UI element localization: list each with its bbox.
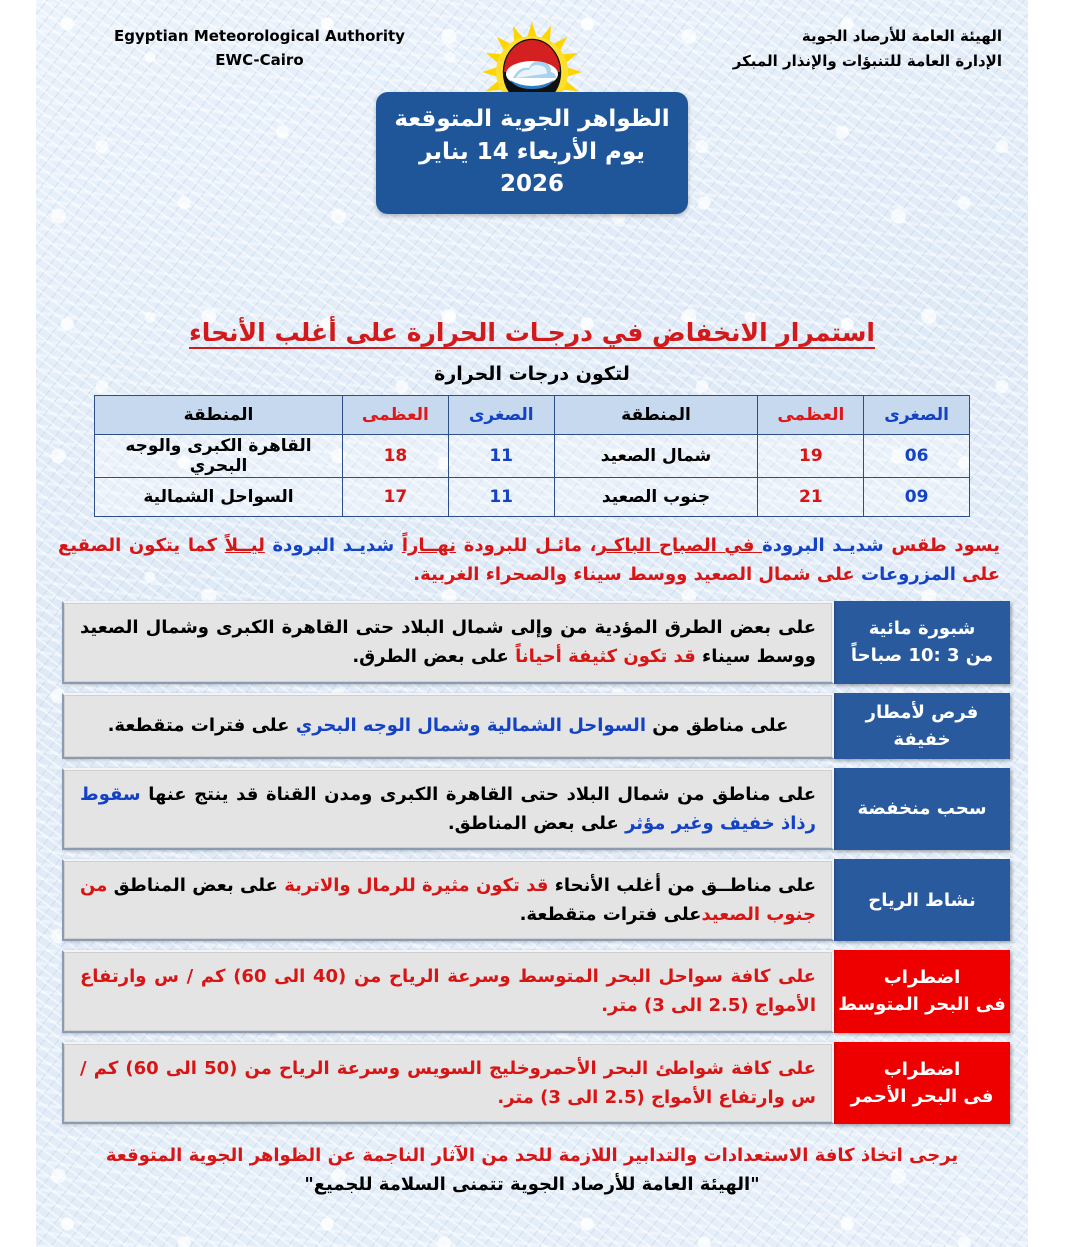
header-max-left: العظمى (758, 396, 864, 435)
label-line1: فرص لأمطار (865, 701, 979, 723)
header-region-right: المنطقة (95, 396, 343, 435)
wind-seg-4: من جنوب الصعيد (80, 874, 816, 926)
cell-max-right: 18 (343, 435, 449, 478)
temperature-table (94, 395, 970, 517)
cell-min-left: 06 (864, 435, 970, 478)
cell-region-right: القاهرة الكبرى والوجه البحري (95, 435, 343, 478)
intro-seg-3: في الصباح الباكـر (596, 535, 763, 556)
label-line1: نشاط الرياح (868, 889, 976, 911)
forecast-title-banner (376, 92, 688, 214)
table-row (95, 435, 970, 478)
phenomenon-label-wind (834, 859, 1010, 941)
authority-name-english-line1: Egyptian Meteorological Authority (114, 27, 405, 45)
intro-seg-1: يسود طقس (883, 535, 1001, 556)
intro-seg-9: المزروعات (860, 564, 956, 586)
label-line1: اضطراب (883, 1058, 961, 1080)
label-line2: فى البحر المتوسط (838, 994, 1006, 1016)
authority-department-arabic: الإدارة العامة للتنبؤات والإنذار المبكر (732, 51, 1002, 70)
fog-seg-3: على بعض الطرق. (352, 646, 516, 668)
intro-seg-7: ليــلاً (224, 535, 265, 556)
cell-max-right: 17 (343, 478, 449, 517)
general-weather-paragraph (58, 531, 1000, 589)
intro-seg-5: نهــاراً (401, 535, 457, 556)
phenomenon-label-red-sea (834, 1042, 1010, 1124)
phenomenon-body-low-clouds (62, 768, 834, 850)
phenomenon-row-mediterranean (52, 950, 1010, 1032)
label-line2: فى البحر الأحمر (850, 1085, 994, 1107)
label-line1: سحب منخفضة (857, 798, 987, 820)
phenomenon-body-light-rain (62, 693, 834, 759)
authority-name-english (114, 24, 405, 72)
header-region-left: المنطقة (554, 396, 758, 435)
label-line2: من 3 :10 صباحاً (850, 645, 994, 667)
intro-seg-4: ، مائـل للبرودة (456, 535, 597, 556)
header-min-left: الصغرى (864, 396, 970, 435)
red-sea-text: على كافة شواطئ البحر الأحمروخليج السويس وسرعة الرياح من (50 الى 60) كم / س وارتفاع الأمواج (2.5 الى 3) متر. (80, 1057, 816, 1108)
header-max-right: العظمى (343, 396, 449, 435)
poster-footer (66, 1142, 998, 1200)
intro-seg-2: شديـد البرودة (762, 535, 884, 556)
phenomenon-label-low-clouds (834, 768, 1010, 850)
intro-seg-8: كما يتكون الصقيع على (58, 535, 1000, 586)
label-line1: اضطراب (883, 967, 961, 989)
label-line1: شبورة مائية (868, 618, 976, 640)
phenomenon-row-fog (52, 601, 1010, 683)
page-headline: استمرار الانخفاض في درجـات الحرارة على أغلب الأنحاء (188, 318, 875, 347)
phenomenon-row-light-rain (52, 693, 1010, 759)
authority-name-arabic (733, 24, 1002, 74)
header-min-right: الصغرى (448, 396, 554, 435)
footer-signature: "الهيئة العامة للأرصاد الجوية تتمنى السلامة للجميع" (304, 1173, 760, 1195)
clouds-seg-2: سقوط رذاذ خفيف وغير مؤثر (80, 783, 816, 834)
table-row (95, 478, 970, 517)
rain-seg-1: على مناطق من (645, 715, 789, 737)
phenomenon-label-mediterranean (834, 950, 1010, 1032)
banner-date: يوم الأربعاء 14 يناير 2026 (419, 138, 645, 198)
phenomenon-label-fog (834, 601, 1010, 683)
poster-header (36, 0, 1028, 198)
cell-region-left: شمال الصعيد (554, 435, 758, 478)
intro-seg-6: شديـد البرودة (264, 535, 402, 556)
authority-center-english: EWC-Cairo (215, 51, 304, 69)
label-line2: خفيفة (893, 728, 951, 750)
phenomenon-body-wind (62, 859, 834, 941)
cell-max-left: 19 (758, 435, 864, 478)
clouds-seg-1: على مناطق من شمال البلاد حتى القاهرة الكبرى ومدن القناة قد ينتج عنها (140, 783, 816, 805)
phenomenon-row-low-clouds (52, 768, 1010, 850)
mediterranean-text: على كافة سواحل البحر المتوسط وسرعة الرياح من (40 الى 60) كم / س وارتفاع الأمواج (2.5 الى 3) متر. (80, 966, 816, 1017)
cell-region-right: السواحل الشمالية (95, 478, 343, 517)
fog-seg-1: على بعض الطرق المؤدية من وإلى شمال البلاد حتى القاهرة الكبرى وشمال الصعيد ووسط سيناء (80, 617, 816, 668)
temperature-subheading: لتكون درجات الحرارة (434, 363, 630, 385)
phenomenon-label-light-rain (834, 693, 1010, 759)
rain-seg-2: السواحل الشمالية وشمال الوجه البحري (295, 715, 646, 737)
cell-min-right: 11 (448, 435, 554, 478)
phenomena-list (52, 601, 1010, 1124)
phenomenon-body-mediterranean (62, 950, 834, 1032)
cell-min-left: 09 (864, 478, 970, 517)
fog-seg-2: قد تكون كثيفة أحياناً (515, 646, 696, 668)
banner-title: الظواهر الجوية المتوقعة (394, 106, 670, 132)
clouds-seg-3: على بعض المناطق. (447, 812, 626, 834)
phenomenon-row-red-sea (52, 1042, 1010, 1124)
table-header-row (95, 396, 970, 435)
intro-seg-10: على شمال الصعيد ووسط سيناء والصحراء الغربية. (413, 564, 861, 586)
rain-seg-3: على فترات متقطعة. (107, 715, 296, 737)
cell-max-left: 21 (758, 478, 864, 517)
wind-seg-5: على فترات متقطعة. (519, 904, 702, 926)
wind-seg-3: على بعض المناطق (107, 874, 285, 896)
footer-advisory: يرجى اتخاذ كافة الاستعدادات والتدابير اللازمة للحد من الآثار الناجمة عن الظواهر الجوية المتوقعة (105, 1144, 959, 1166)
cell-region-left: جنوب الصعيد (554, 478, 758, 517)
cell-min-right: 11 (448, 478, 554, 517)
wind-seg-1: على مناطــق من أغلب الأنحاء (548, 874, 816, 896)
phenomenon-body-fog (62, 601, 834, 683)
authority-name-arabic-line1: الهيئة العامة للأرصاد الجوية (801, 27, 1002, 45)
wind-seg-2: قد تكون مثيرة للرمال والاتربة (284, 874, 549, 896)
phenomenon-body-red-sea (62, 1042, 834, 1124)
phenomenon-row-wind (52, 859, 1010, 941)
forecast-poster (36, 0, 1028, 1247)
